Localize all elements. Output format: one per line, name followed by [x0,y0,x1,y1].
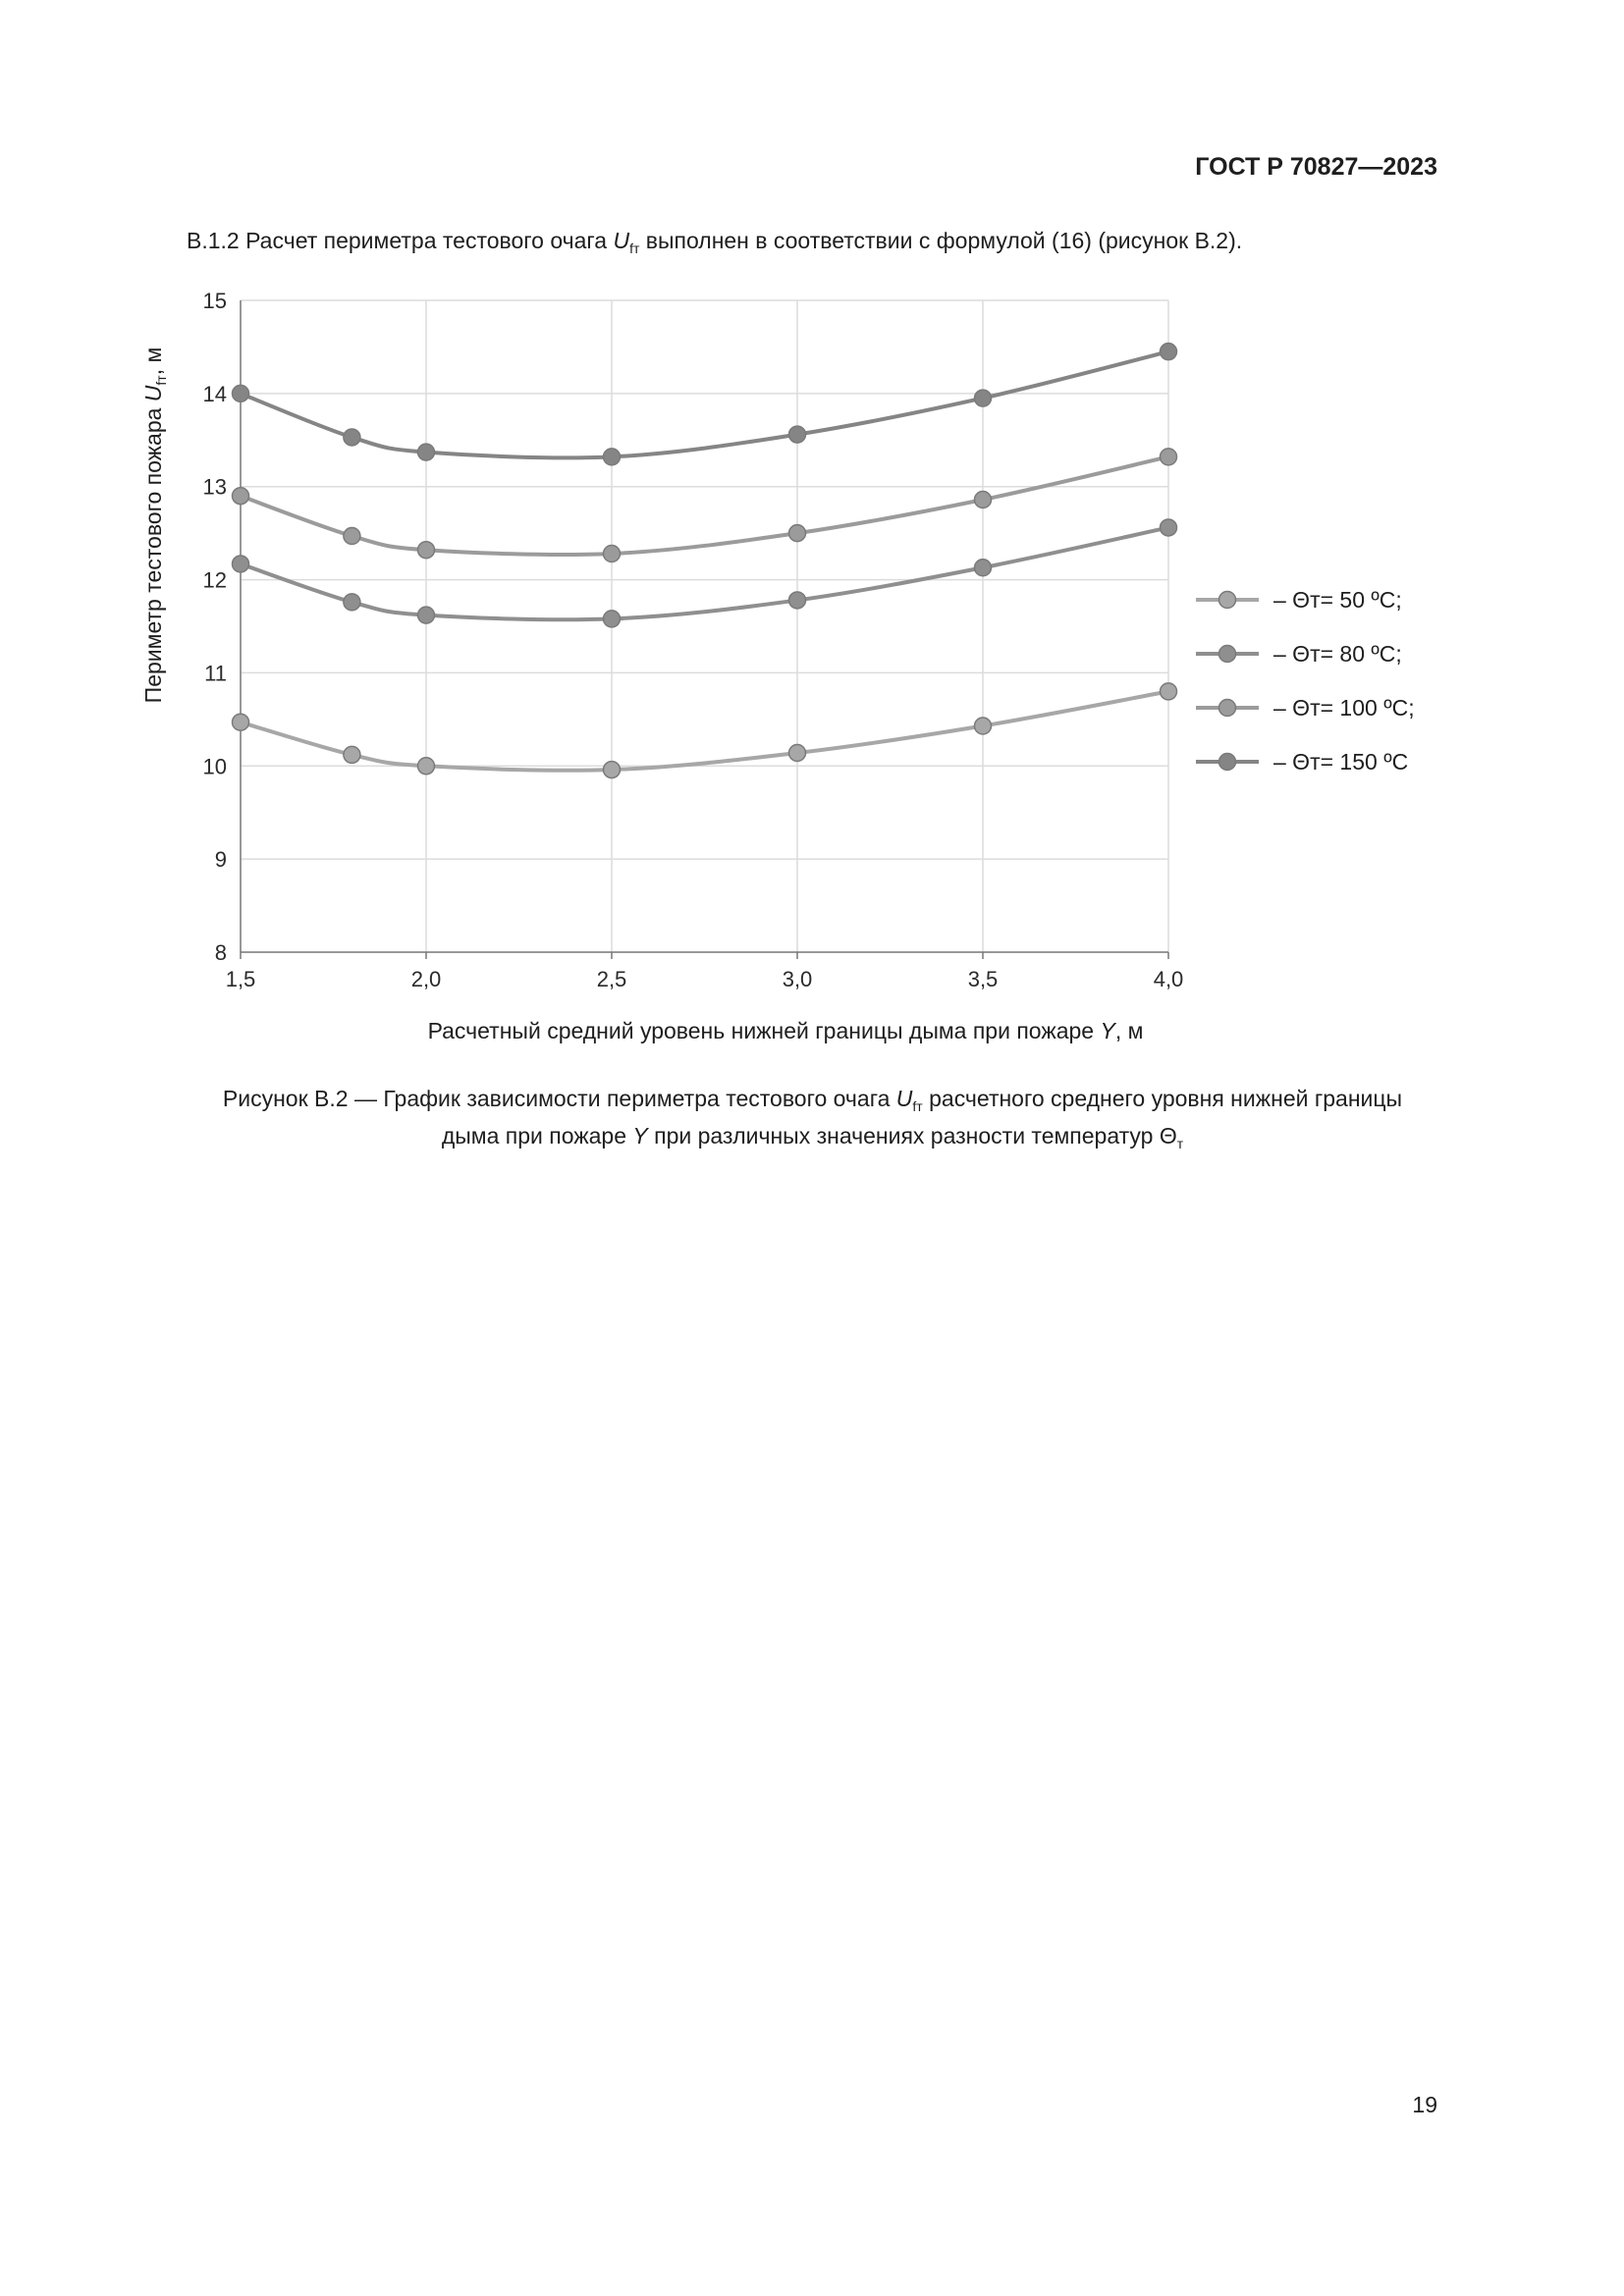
y-tick-label: 14 [202,381,227,406]
y-tick-label: 11 [204,661,227,686]
data-point [975,491,992,507]
y-tick-label: 15 [202,289,227,313]
figure-caption [88,1084,1537,1158]
data-point [344,429,360,446]
y-tick-label: 13 [202,474,227,500]
data-point [418,542,435,559]
caption-line-2: дыма при пожаре Y при различных значениях разности температур $\Theta_т$ [441,1123,1184,1151]
data-point [604,449,621,465]
x-tick-label: 2,0 [410,967,442,991]
document-header: ГОСТ Р 70827—2023 [1195,153,1437,181]
x-tick-label: 2,5 [596,967,627,991]
series-2 [233,519,1177,627]
legend-swatch-marker [1219,646,1236,663]
y-tick-label: 9 [214,847,227,873]
y-tick-label: 12 [202,567,227,593]
intro-symbol-sub: fт [629,240,640,256]
data-point [1161,519,1177,536]
legend-swatch-marker [1219,754,1236,771]
legend-item [1196,695,1415,721]
x-tick-label: 1,5 [225,967,256,991]
data-point [789,426,806,443]
data-point [418,607,435,623]
data-point [233,488,249,505]
series-line [241,527,1168,619]
data-point [975,390,992,406]
series-1 [233,683,1177,778]
data-point [418,758,435,774]
data-point [789,745,806,762]
intro-text-before: В.1.2 Расчет периметра тестового очага [187,228,614,253]
data-point [344,594,360,611]
data-point [975,718,992,734]
legend-label: – Θт= 80 ºС; [1273,641,1402,667]
legend-item [1196,587,1402,613]
y-tick-label: 8 [214,940,227,965]
data-point [604,611,621,627]
series-line [241,456,1168,555]
data-point [418,444,435,460]
caption-symbol: U [895,1086,913,1111]
caption-line-1: Рисунок В.2 — График зависимости периметра тестового очага $U_{fт}$ расчетного среднего уровня нижней границы [222,1086,1403,1114]
x-tick-label: 3,0 [782,967,813,991]
x-tick-label: 4,0 [1153,967,1184,991]
x-tick-label: 3,5 [967,967,999,991]
legend [1196,587,1415,774]
intro-symbol: U [613,228,630,253]
data-point [975,560,992,576]
data-point [1161,449,1177,465]
line-chart [0,0,1624,1070]
series-4 [233,344,1177,465]
data-point [233,385,249,401]
data-point [789,525,806,542]
series-line [241,351,1168,457]
data-point [344,746,360,763]
page-number: 19 [1412,2092,1437,2117]
y-axis-label: Периметр тестового пожара $U_{fт}$, м [140,347,169,704]
data-point [604,762,621,778]
axes [241,300,1168,959]
grid [241,300,1168,952]
data-point [1161,683,1177,700]
data-point [789,592,806,609]
series-3 [233,449,1177,562]
legend-label: – Θт= 150 ºС [1273,749,1409,774]
data-point [233,556,249,572]
series-lines [233,344,1177,778]
legend-swatch-marker [1219,700,1236,717]
intro-text-after: выполнен в соответствии с формулой (16) (рисунок В.2). [639,228,1243,253]
legend-label: – Θт= 50 ºС; [1273,587,1402,613]
legend-swatch-marker [1219,592,1236,609]
data-point [344,527,360,544]
data-point [233,714,249,730]
series-line [241,691,1168,770]
legend-item [1196,641,1402,667]
x-axis-label: Расчетный средний уровень нижней границы дыма при пожаре Y, м [427,1018,1144,1043]
data-point [1161,344,1177,360]
legend-item [1196,749,1408,774]
caption-symbol-y: Y [632,1123,648,1148]
y-tick-label: 10 [202,754,227,779]
legend-label: – Θт= 100 ºС; [1273,695,1415,721]
data-point [604,546,621,562]
